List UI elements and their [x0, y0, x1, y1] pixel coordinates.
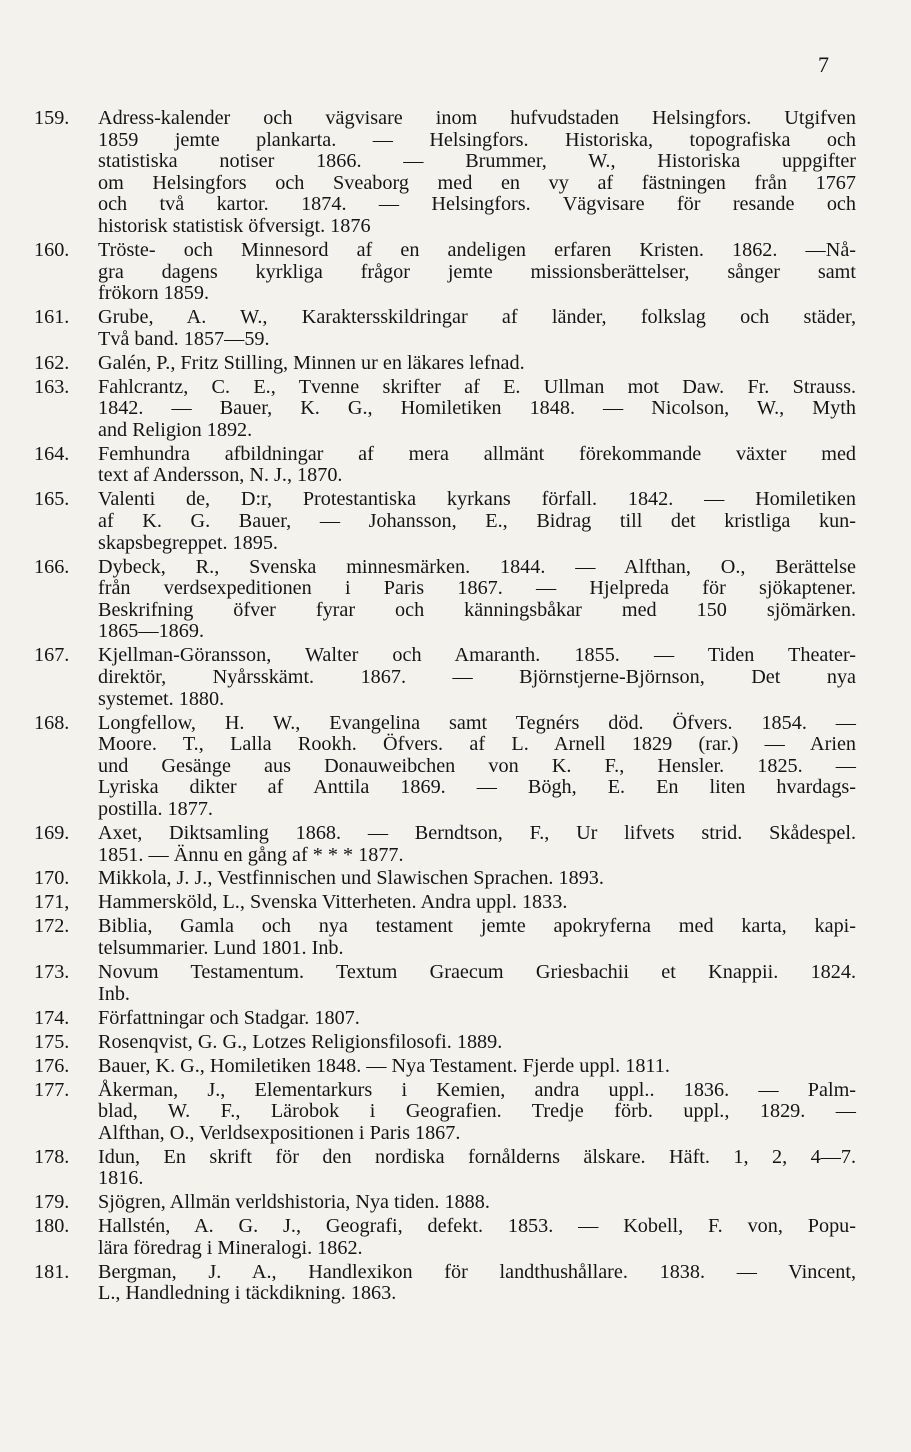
entry-line: and Religion 1892. [98, 418, 253, 441]
catalogue-entry [34, 353, 856, 375]
entry-number: 166. [34, 555, 70, 578]
catalogue-entry [34, 1056, 856, 1078]
entry-number: 181. [34, 1260, 70, 1283]
entry-text [98, 892, 856, 914]
entry-line: 1865—1869. [98, 620, 204, 643]
entry-line: Åkerman, J., Elementarkurs i Kemien, andra uppl.. 1836. — Palm- [98, 1078, 856, 1101]
entry-text [98, 1192, 856, 1214]
catalogue-entry [34, 713, 856, 821]
entry-text [98, 377, 856, 442]
entry-line: telsummarier. Lund 1801. Inb. [98, 937, 344, 960]
entry-line: lära föredrag i Mineralogi. 1862. [98, 1236, 363, 1259]
catalogue-entry [34, 377, 856, 442]
entry-text [98, 240, 856, 305]
entry-line: om Helsingfors och Sveaborg med en vy af fästningen från 1767 [98, 171, 856, 194]
entry-line: från verdsexpeditionen i Paris 1867. — Hjelpreda för sjökaptener. [98, 577, 856, 600]
entry-text [98, 1262, 856, 1305]
entry-number: 175. [34, 1030, 70, 1053]
catalogue-entry [34, 1147, 856, 1190]
entry-line: direktör, Nyårsskämt. 1867. — Björnstjerne-Björnson, Det nya [98, 665, 856, 688]
entry-line: Mikkola, J. J., Vestfinnischen und Slawischen Sprachen. 1893. [98, 867, 604, 890]
entry-text [98, 444, 856, 487]
catalogue-entry [34, 444, 856, 487]
entry-text [98, 1216, 856, 1259]
entry-number: 169. [34, 821, 70, 844]
entry-text [98, 1147, 856, 1190]
entry-number: 164. [34, 442, 70, 465]
entry-line: Lyriska dikter af Anttila 1869. — Bögh, E. En liten hvardags- [98, 776, 856, 799]
entry-line: Moore. T., Lalla Rookh. Öfvers. af L. Arnell 1829 (rar.) — Arien [98, 733, 856, 756]
catalogue-entry [34, 823, 856, 866]
entry-text [98, 1080, 856, 1145]
catalogue-entry [34, 868, 856, 890]
entry-text [98, 868, 856, 890]
entry-text [98, 557, 856, 643]
entry-line: af K. G. Bauer, — Johansson, E., Bidrag till det kristliga kun- [98, 510, 856, 533]
entry-line: Axet, Diktsamling 1868. — Berndtson, F., Ur lifvets strid. Skådespel. [98, 821, 856, 844]
entry-line: Adress-kalender och vägvisare inom hufvudstaden Helsingfors. Utgifven [98, 107, 856, 129]
entry-line: und Gesänge aus Donauweibchen von K. F., Hensler. 1825. — [98, 754, 856, 777]
entry-text [98, 1056, 856, 1078]
entry-number: 165. [34, 488, 70, 511]
entry-number: 180. [34, 1215, 70, 1238]
catalogue-entry [34, 962, 856, 1005]
entry-number: 174. [34, 1006, 70, 1029]
entry-line: Fahlcrantz, C. E., Tvenne skrifter af E. Ullman mot Daw. Fr. Strauss. [98, 375, 856, 398]
catalogue-entry [34, 645, 856, 710]
catalogue-entry [34, 1008, 856, 1030]
entry-line: Hammersköld, L., Svenska Vitterheten. Andra uppl. 1833. [98, 891, 568, 914]
entry-line: och två kartor. 1874. — Helsingfors. Vägvisare för resande och [98, 193, 856, 216]
entry-number: 161. [34, 306, 70, 329]
entry-line: Grube, A. W., Karaktersskildringar af länder, folkslag och städer, [98, 306, 856, 329]
entry-line: Inb. [98, 982, 130, 1005]
catalogue-entry [34, 557, 856, 643]
entry-line: Femhundra afbildningar af mera allmänt förekommande växter med [98, 442, 856, 465]
entry-line: Bauer, K. G., Homiletiken 1848. — Nya Testament. Fjerde uppl. 1811. [98, 1054, 670, 1077]
entry-line: Två band. 1857—59. [98, 327, 270, 350]
entry-text [98, 1008, 856, 1030]
entry-line: Alfthan, O., Verldsexpositionen i Paris 1867. [98, 1121, 461, 1144]
entry-text [98, 713, 856, 821]
catalogue-entry [34, 1080, 856, 1145]
entry-line: Kjellman-Göransson, Walter och Amaranth. 1855. — Tiden Theater- [98, 644, 856, 667]
entry-number: 178. [34, 1145, 70, 1168]
entry-line: L., Handledning i täckdikning. 1863. [98, 1282, 397, 1305]
entry-text [98, 353, 856, 375]
catalogue-entry [34, 1192, 856, 1214]
catalogue-entries [34, 108, 856, 1307]
entry-number: 160. [34, 238, 70, 261]
entry-line: text af Andersson, N. J., 1870. [98, 464, 343, 487]
catalogue-entry [34, 489, 856, 554]
catalogue-entry [34, 108, 856, 238]
entry-text [98, 823, 856, 866]
catalogue-entry [34, 1216, 856, 1259]
entry-line: Novum Testamentum. Textum Graecum Griesbachii et Knappii. 1824. [98, 961, 856, 984]
entry-line: historisk statistisk öfversigt. 1876 [98, 214, 371, 237]
entry-line: skapsbegreppet. 1895. [98, 531, 278, 554]
entry-line: Författningar och Stadgar. 1807. [98, 1006, 360, 1029]
catalogue-entry [34, 1032, 856, 1054]
entry-text [98, 307, 856, 350]
entry-number: 163. [34, 375, 70, 398]
entry-line: Galén, P., Fritz Stilling, Minnen ur en läkares lefnad. [98, 351, 525, 374]
entry-number: 173. [34, 961, 70, 984]
entry-number: 167. [34, 644, 70, 667]
entry-text [98, 108, 856, 238]
entry-number: 162. [34, 351, 70, 374]
catalogue-entry [34, 307, 856, 350]
entry-line: Dybeck, R., Svenska minnesmärken. 1844. — Alfthan, O., Berättelse [98, 555, 856, 578]
entry-line: 1816. [98, 1167, 144, 1190]
entry-line: Tröste- och Minnesord af en andeligen erfaren Kristen. 1862. —Nå- [98, 238, 856, 261]
entry-line: Hallstén, A. G. J., Geografi, defekt. 1853. — Kobell, F. von, Popu- [98, 1215, 856, 1238]
entry-line: Longfellow, H. W., Evangelina samt Tegnérs död. Öfvers. 1854. — [98, 711, 856, 734]
catalogue-entry [34, 1262, 856, 1305]
entry-line: Idun, En skrift för den nordiska fornålderns älskare. Häft. 1, 2, 4—7. [98, 1145, 856, 1168]
entry-line: 1851. — Ännu en gång af * * * 1877. [98, 843, 404, 866]
entry-number: 176. [34, 1054, 70, 1077]
entry-text [98, 489, 856, 554]
entry-number: 171, [34, 891, 70, 914]
entry-text [98, 1032, 856, 1054]
entry-line: Biblia, Gamla och nya testament jemte apokryferna med karta, kapi- [98, 915, 856, 938]
catalogue-entry [34, 916, 856, 959]
entry-line: Bergman, J. A., Handlexikon för landthushållare. 1838. — Vincent, [98, 1260, 856, 1283]
entry-line: 1842. — Bauer, K. G., Homiletiken 1848. — Nicolson, W., Myth [98, 397, 856, 420]
entry-line: 1859 jemte plankarta. — Helsingfors. Historiska, topografiska och [98, 128, 856, 151]
entry-line: blad, W. F., Lärobok i Geografien. Tredje förb. uppl., 1829. — [98, 1100, 856, 1123]
entry-number: 172. [34, 915, 70, 938]
entry-line: Beskrifning öfver fyrar och känningsbåkar med 150 sjömärken. [98, 598, 856, 621]
entry-line: gra dagens kyrkliga frågor jemte missionsberättelser, sånger samt [98, 260, 856, 283]
entry-number: 168. [34, 711, 70, 734]
entry-number: 177. [34, 1078, 70, 1101]
entry-line: Valenti de, D:r, Protestantiska kyrkans förfall. 1842. — Homiletiken [98, 488, 856, 511]
catalogue-entry [34, 892, 856, 914]
entry-number: 170. [34, 867, 70, 890]
entry-line: statistiska notiser 1866. — Brummer, W., Historiska uppgifter [98, 150, 856, 173]
entry-text [98, 916, 856, 959]
catalogue-entry [34, 240, 856, 305]
entry-line: frökorn 1859. [98, 282, 210, 305]
entry-number: 179. [34, 1191, 70, 1214]
entry-line: Rosenqvist, G. G., Lotzes Religionsfilosofi. 1889. [98, 1030, 503, 1053]
entry-number: 159. [34, 107, 70, 129]
entry-line: postilla. 1877. [98, 797, 213, 820]
entry-line: Sjögren, Allmän verldshistoria, Nya tiden. 1888. [98, 1191, 490, 1214]
entry-line: systemet. 1880. [98, 687, 225, 710]
entry-text [98, 645, 856, 710]
entry-text [98, 962, 856, 1005]
page-number: 7 [818, 52, 829, 77]
